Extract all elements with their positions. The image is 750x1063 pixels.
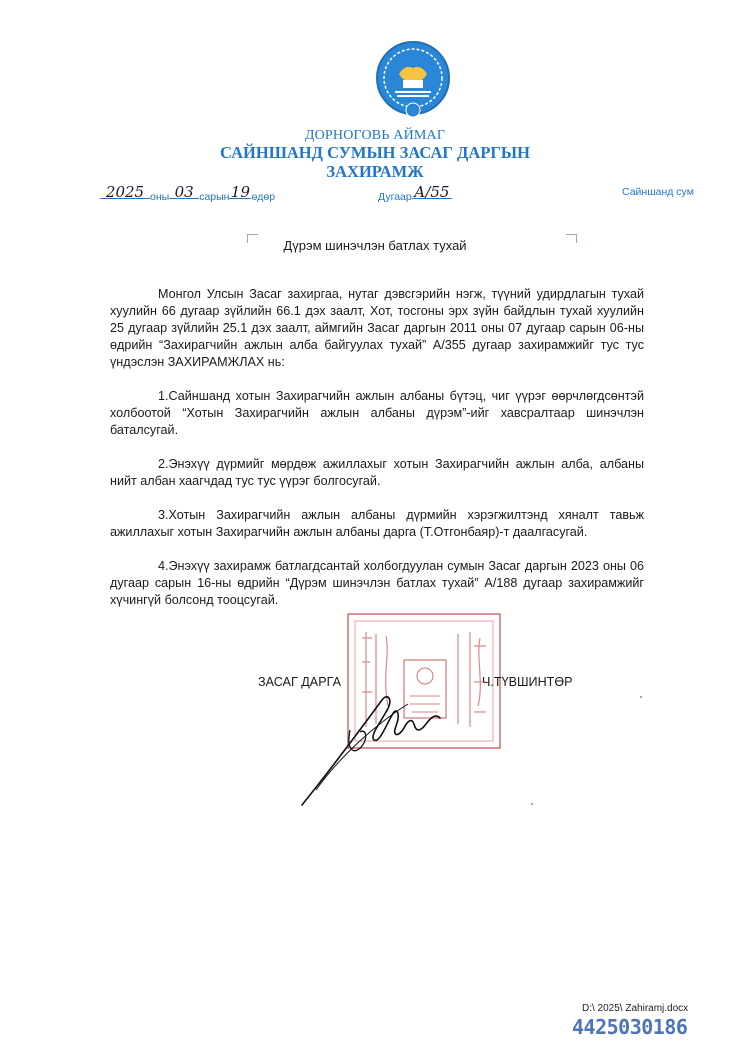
date-day: 19	[230, 183, 251, 201]
serial-number: 4425030186	[572, 1015, 688, 1039]
date-month-label: сарын	[199, 191, 230, 203]
paragraph-item-2: 2.Энэхүү дүрмийг мөрдөж ажиллахыг хотын Захирагчийн ажлын алба, албаны нийт албан хаагчдад тус тус үүрэг болгосугай.	[110, 457, 644, 488]
document-place: Сайншанд сум	[622, 186, 694, 198]
paragraph-item-1: 1.Сайншанд хотын Захирагчийн ажлын албаны бүтэц, чиг үүрэг өөрчлөгдсөнтэй холбоотой “Хотын Захирагчийн ажлын албаны дүрэм”-ийг хавсралтаар шинэчлэн баталсугай.	[110, 389, 644, 437]
document-type: ЗАХИРАМЖ	[326, 162, 424, 181]
document-title: Дүрэм шинэчлэн батлах тухай	[283, 238, 467, 253]
aimag-name: ДОРНОГОВЬ АЙМАГ	[304, 128, 446, 143]
state-emblem-icon	[373, 38, 453, 122]
date-year: 2025	[105, 183, 145, 201]
handwritten-signature-icon	[290, 660, 460, 810]
document-date	[100, 183, 276, 208]
scan-speck	[531, 803, 533, 805]
issuer-name: САЙНШАНД СУМЫН ЗАСАГ ДАРГЫН	[220, 143, 530, 162]
scan-speck	[640, 696, 642, 698]
paragraph-item-4: 4.Энэхүү захирамж батлагдсантай холбогдуулан сумын Засаг даргын 2023 оны 06 дугаар сарын 16-ны өдрийн “Дүрэм шинэчлэн батлах тухай” А/188 дугаар захирамжийг хүчингүй болсонд тооцсугай.	[110, 559, 644, 607]
date-year-label: оны	[150, 191, 170, 203]
number-value: А/55	[413, 183, 450, 201]
paragraph-preamble: Монгол Улсын Засаг захиргаа, нутаг дэвсгэрийн нэгж, түүний удирдлагын тухай хуулийн 66 дугаар зүйлийн 66.1 дэх заалт, Хот, тосгоны эрх зүйн байдлын тухай хуулийн 25 дугаар зүйлийн 25.1 дэх заалт, аймгийн Засаг даргын 2011 оны 07 дугаар сарын 06-ны өдрийн “Захирагчийн ажлын алба байгуулах тухай” А/355 дугаар захирамжийг тус тус үндэслэн ЗАХИРАМЖЛАХ нь:	[110, 287, 644, 369]
date-day-label: өдөр	[251, 191, 276, 203]
date-month: 03	[174, 183, 194, 201]
signatory-name: Ч.ТҮВШИНТӨР	[482, 675, 573, 689]
paragraph-item-3: 3.Хотын Захирагчийн ажлын албаны дүрмийн хэрэгжилтэнд хяналт тавьж ажиллахыг хотын Захирагчийн ажлын албаны дарга (Т.Отгонбаяр)-т даалгасугай.	[110, 508, 644, 539]
document-body	[110, 286, 644, 626]
document-number	[378, 183, 452, 208]
signatory-role: ЗАСАГ ДАРГА	[258, 675, 341, 689]
file-path: D:\ 2025\ Zahiramj.docx	[582, 1003, 689, 1014]
number-label: Дугаар	[378, 191, 412, 203]
